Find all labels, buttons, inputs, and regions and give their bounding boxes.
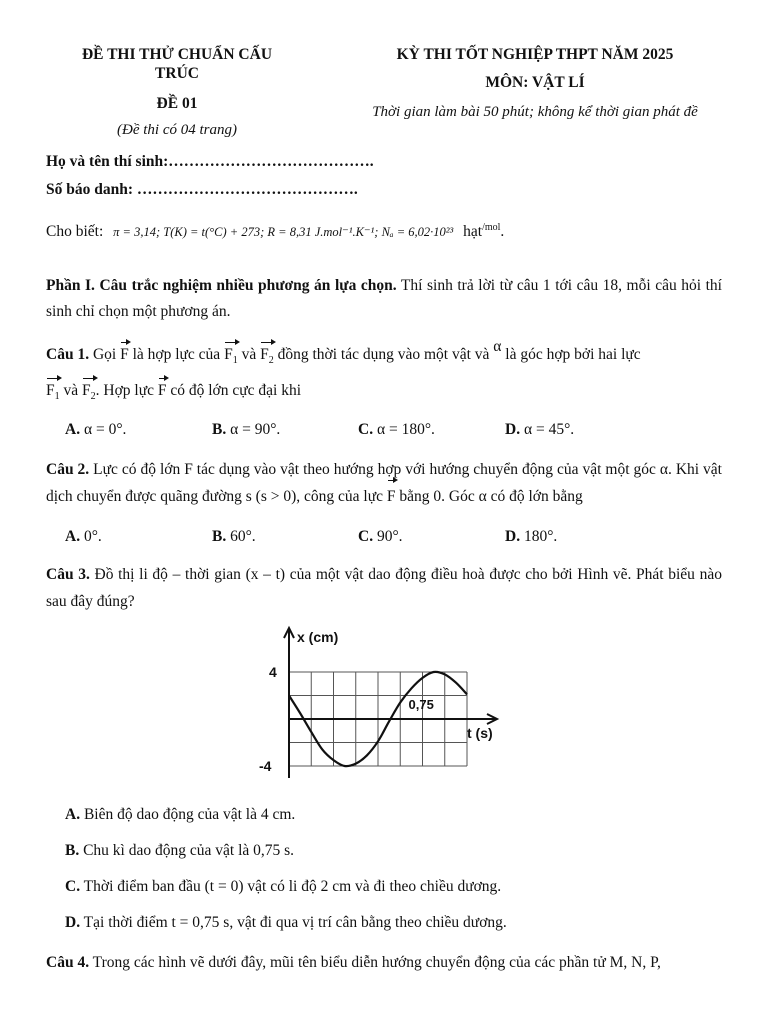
given-unit: hạt [463,223,483,241]
vector-F1-b-letter: F [46,382,55,399]
q1-line2 [46,381,301,407]
x-tick-label: 0,75 [408,697,434,712]
q4-label: Câu 4. [46,954,90,971]
q3-option-d[interactable] [65,914,507,932]
q3-stem [46,561,722,615]
part1-text: Thí sinh trả lời từ câu 1 tới câu 18, mỗi câu hỏi thí sinh chỉ chọn một phương án. [46,277,722,320]
alpha-symbol: α [493,338,502,355]
q2-text2: bằng 0. Góc α có độ lớn bằng [395,488,583,505]
option-letter: A. [65,421,81,438]
exam-time: Thời gian làm bài 50 phút; không kể thời gian phát đề [372,104,698,120]
q1-label: Câu 1. [46,346,90,363]
q4-text: Trong các hình vẽ dưới đây, mũi tên biểu diễn hướng chuyển động của các phần tử M, N, P, [89,954,661,971]
option-text: 0°. [80,528,102,545]
vector-F1-b [46,381,60,407]
vector-F2 [260,345,274,371]
q2-option-b[interactable] [212,528,256,546]
option-text: 90°. [373,528,403,545]
q1-text1: Gọi [89,346,121,363]
q3-option-a[interactable] [65,806,295,824]
vector-F-b: F [157,382,167,399]
vector-F1-letter: F [224,346,233,363]
y-tick-label-bottom: -4 [259,758,272,774]
option-letter: A. [65,806,81,823]
q2-label: Câu 2. [46,461,90,478]
q4-stem [46,953,661,973]
q1-l2-text1: . Hợp lực [95,382,158,399]
given-unit-sup: /mol [482,222,501,233]
q2-option-c[interactable] [358,528,403,546]
graph-axes [284,628,497,778]
q1-text4: đồng thời tác dụng vào một vật và [273,346,494,363]
q2-stem [46,456,722,510]
part1-intro [46,273,722,325]
q3-option-b[interactable] [65,842,294,860]
option-letter: B. [65,842,80,859]
vector-F1-b-sub: 1 [54,391,60,403]
q1-option-b[interactable] [212,421,280,439]
subject-title: MÔN: VẬT LÍ [485,74,585,91]
q3-label: Câu 3. [46,566,90,583]
y-tick-label-top: 4 [269,664,277,680]
vector-F2-b-letter: F [82,382,91,399]
page-count: (Đề thi có 04 trang) [117,122,237,138]
option-text: α = 180°. [373,421,435,438]
vector-F2-sub: 2 [268,355,274,367]
q1-line1 [46,338,641,371]
option-text: Biên độ dao động của vật là 4 cm. [80,806,296,823]
q2-text1: Lực có độ lớn F tác dụng vào vật theo hướng hợp với hướng chuyển động của vật một góc α. Khi vật dịch chuyển được quãng đường s (s > 0), công của lực [46,461,722,505]
part1-title: Phần I. Câu trắc nghiệm nhiều phương án lựa chọn. [46,277,397,294]
q2-option-d[interactable] [505,528,557,546]
header-left-title: ĐỀ THI THỬ CHUẨN CẤU TRÚC [81,46,273,82]
q1-l2-and: và [59,382,83,399]
given-end: . [500,223,505,241]
student-name-field: Họ và tên thí sinh:…………………………………. [46,153,374,170]
option-letter: C. [65,878,81,895]
option-letter: D. [505,528,521,545]
given-formula: π = 3,14; T(K) = t(°C) + 273; R = 8,31 J.mol⁻¹.K⁻¹; Nₐ = 6,02·10²³ [113,225,454,240]
q2-option-a[interactable] [65,528,102,546]
displacement-time-graph [255,620,505,785]
option-letter: C. [358,528,374,545]
option-text: Thời điểm ban đầu (t = 0) vật có li độ 2 cm và đi theo chiều dương. [80,878,502,895]
q3-text: Đồ thị li độ – thời gian (x – t) của một vật dao động điều hoà được cho bởi Hình vẽ. Phát biểu nào sau đây đúng? [46,566,722,610]
option-text: Chu kì dao động của vật là 0,75 s. [79,842,295,859]
option-text: Tại thời điểm t = 0,75 s, vật đi qua vị trí cân bằng theo chiều dương. [80,914,507,931]
vector-F-q2: F [387,483,396,510]
exam-code: ĐỀ 01 [156,95,198,112]
x-axis-label: t (s) [467,725,493,741]
option-letter: A. [65,528,81,545]
q1-option-c[interactable] [358,421,435,439]
q1-option-a[interactable] [65,421,126,439]
option-letter: B. [212,421,227,438]
option-letter: D. [65,914,81,931]
option-text: α = 90°. [226,421,281,438]
vector-F1 [224,345,238,371]
option-text: α = 0°. [80,421,127,438]
option-text: 180°. [520,528,558,545]
option-letter: B. [212,528,227,545]
option-text: α = 45°. [520,421,575,438]
vector-F2-b [82,381,96,407]
given-label: Cho biết: [46,223,104,241]
q1-text5: là góc hợp bởi hai lực [501,346,641,363]
option-letter: C. [358,421,374,438]
option-letter: D. [505,421,521,438]
header-right-title: KỲ THI TỐT NGHIỆP THPT NĂM 2025 [396,46,674,63]
q1-l2-text2: có độ lớn cực đại khi [166,382,302,399]
student-id-field: Số báo danh: ……………………………………. [46,181,358,198]
q1-option-d[interactable] [505,421,574,439]
q3-option-c[interactable] [65,878,501,896]
vector-F: F [120,346,129,363]
vector-F2-letter: F [260,346,269,363]
vector-F2-b-sub: 2 [90,391,96,403]
option-text: 60°. [226,528,256,545]
y-axis-label: x (cm) [297,629,339,645]
q1-text2: là hợp lực của [128,346,225,363]
given-constants [46,218,504,242]
vector-F1-sub: 1 [232,355,238,367]
q1-text3: và [237,346,261,363]
